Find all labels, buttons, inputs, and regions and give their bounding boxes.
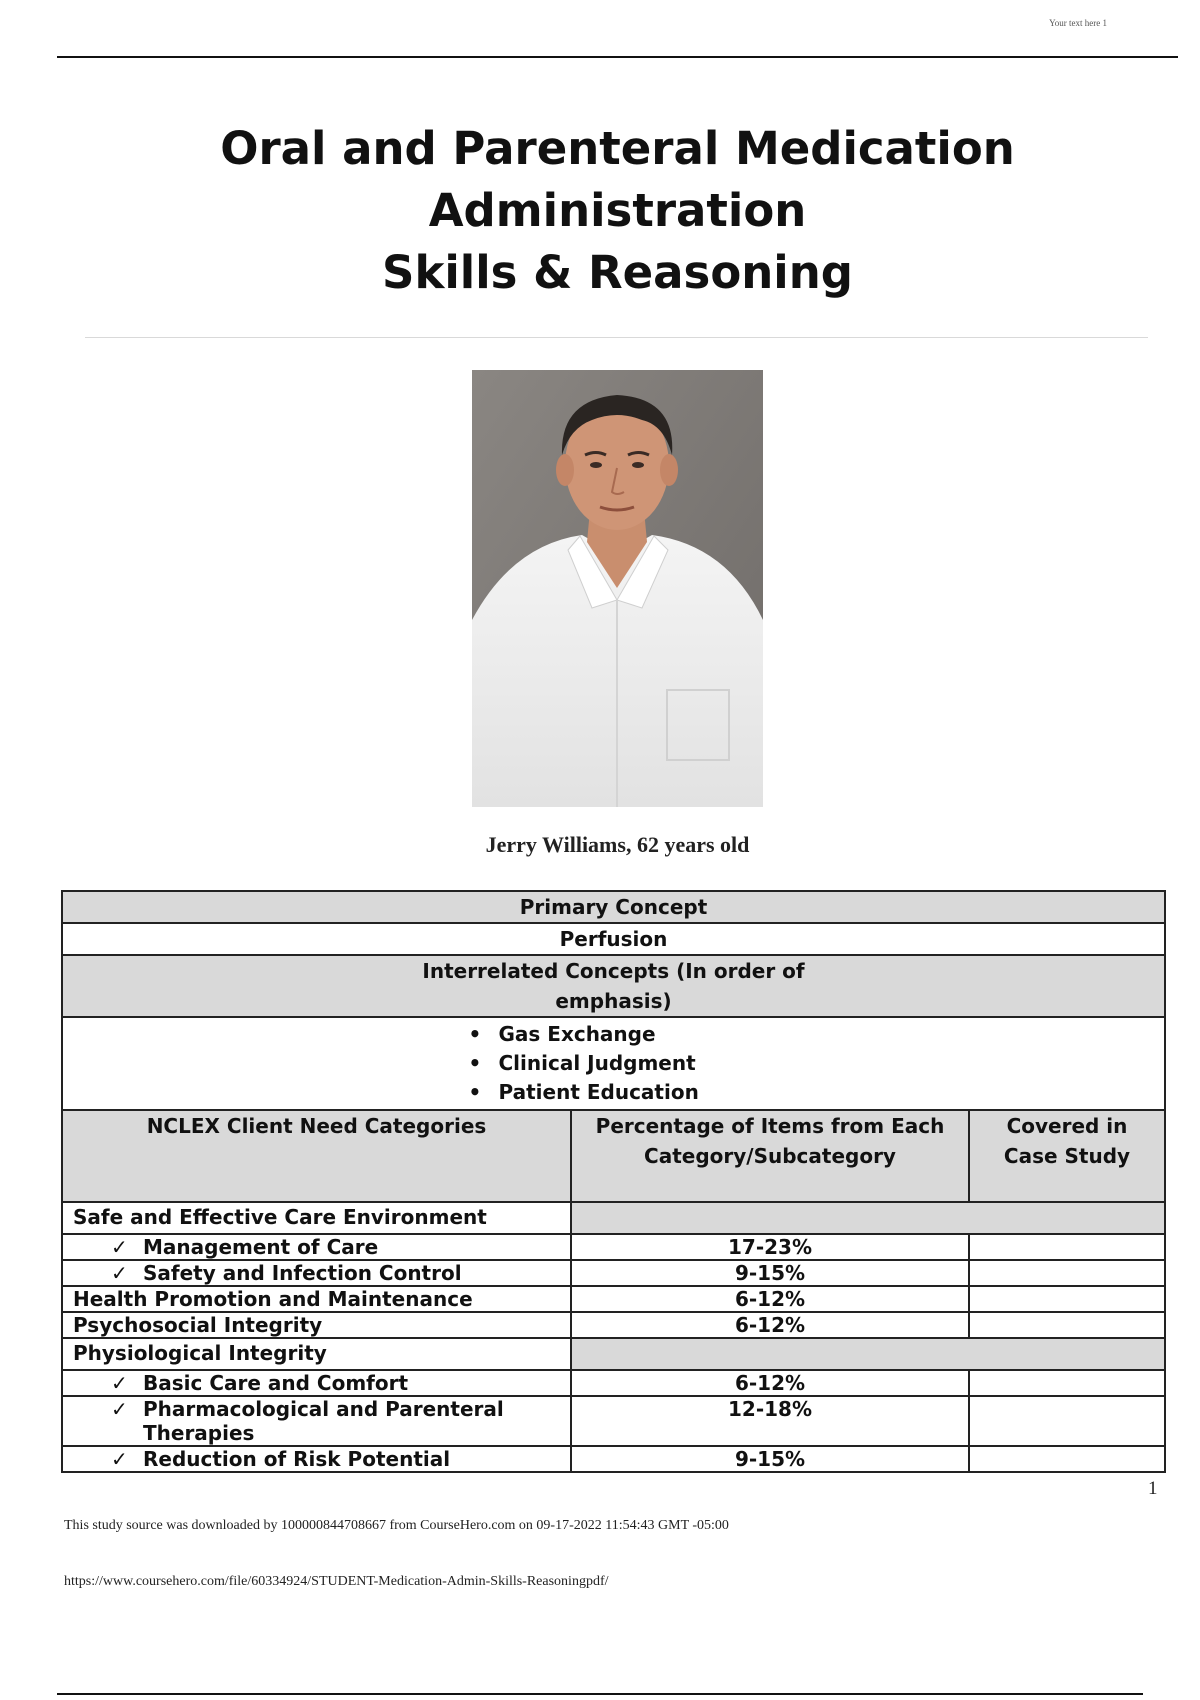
source-url[interactable]: https://www.coursehero.com/file/60334924/STUDENT-Medication-Admin-Skills-Reasoningpdf/	[64, 1574, 609, 1589]
table-row	[62, 1234, 1165, 1260]
nclex-col-covered-header: Covered in Case Study	[969, 1110, 1165, 1202]
patient-caption: Jerry Williams, 62 years old	[485, 832, 750, 857]
table-row	[62, 1338, 1165, 1370]
table-row	[62, 1396, 1165, 1446]
interrelated-label-bold: Interrelated Concepts	[422, 959, 670, 983]
header-note: Your text here 1	[1049, 18, 1107, 28]
subcategory-label: Reduction of Risk Potential	[143, 1447, 451, 1471]
category-percentage-empty	[571, 1338, 1165, 1370]
percentage-value: 6-12%	[571, 1312, 969, 1338]
subcategory-label: Basic Care and Comfort	[143, 1371, 409, 1395]
checkmark-icon: ✓	[111, 1397, 128, 1421]
subcategory-label: Management of Care	[143, 1235, 379, 1259]
checkmark-icon: ✓	[111, 1235, 128, 1259]
interrelated-concepts-list-cell	[62, 1017, 1165, 1110]
title-line-3: Skills & Reasoning	[382, 246, 853, 299]
category-label: Health Promotion and Maintenance	[62, 1286, 571, 1312]
subcategory-cell	[62, 1396, 571, 1446]
nclex-col-percentage-header: Percentage of Items from Each Category/Subcategory	[571, 1110, 969, 1202]
patient-photo-illustration	[472, 370, 763, 807]
percentage-value: 6-12%	[571, 1370, 969, 1396]
document-title	[0, 118, 1200, 304]
table-row	[62, 1202, 1165, 1234]
list-item: • Clinical Judgment	[469, 1049, 759, 1078]
covered-cell	[969, 1234, 1165, 1260]
checkmark-icon: ✓	[111, 1371, 128, 1395]
interrelated-concepts-list-row	[62, 1017, 1165, 1110]
percentage-value: 6-12%	[571, 1286, 969, 1312]
covered-cell	[969, 1286, 1165, 1312]
interrelated-label-rest: (In order of emphasis)	[555, 959, 805, 1013]
primary-concept-value-row	[62, 923, 1165, 955]
concepts-table	[61, 890, 1166, 1473]
covered-cell	[969, 1312, 1165, 1338]
percentage-value: 17-23%	[571, 1234, 969, 1260]
subcategory-cell	[62, 1234, 571, 1260]
top-rule	[57, 56, 1178, 58]
list-item: • Patient Education	[469, 1078, 759, 1107]
covered-cell	[969, 1396, 1165, 1446]
covered-cell	[969, 1370, 1165, 1396]
category-label: Safe and Effective Care Environment	[62, 1202, 571, 1234]
nclex-col-categories-header: NCLEX Client Need Categories	[62, 1110, 571, 1202]
table-row	[62, 1312, 1165, 1338]
primary-concept-value: Perfusion	[62, 923, 1165, 955]
subcategory-label: Pharmacological and Parenteral Therapies	[143, 1397, 504, 1445]
interrelated-concepts-label-cell	[62, 955, 1165, 1017]
list-item: • Gas Exchange	[469, 1020, 759, 1049]
covered-cell	[969, 1260, 1165, 1286]
title-line-1: Oral and Parenteral Medication	[220, 122, 1015, 175]
subcategory-cell	[62, 1446, 571, 1472]
table-row	[62, 1446, 1165, 1472]
table-row	[62, 1286, 1165, 1312]
primary-concept-label: Primary Concept	[62, 891, 1165, 923]
checkmark-icon: ✓	[111, 1261, 128, 1285]
interrelated-concepts-header-row	[62, 955, 1165, 1017]
category-label: Psychosocial Integrity	[62, 1312, 571, 1338]
percentage-value: 9-15%	[571, 1446, 969, 1472]
interrelated-concepts-list	[469, 1020, 759, 1107]
bottom-rule	[57, 1693, 1143, 1695]
interrelated-concepts-label	[384, 956, 844, 1016]
patient-photo	[472, 370, 763, 807]
table-row	[62, 1370, 1165, 1396]
title-line-2: Administration	[428, 184, 807, 237]
percentage-value: 9-15%	[571, 1260, 969, 1286]
subcategory-label: Safety and Infection Control	[143, 1261, 462, 1285]
subcategory-cell	[62, 1260, 571, 1286]
category-label: Physiological Integrity	[62, 1338, 571, 1370]
title-divider	[85, 337, 1148, 338]
table-row	[62, 1260, 1165, 1286]
page-number: 1	[1148, 1478, 1158, 1499]
primary-concept-header-row	[62, 891, 1165, 923]
checkmark-icon: ✓	[111, 1447, 128, 1471]
percentage-value: 12-18%	[571, 1396, 969, 1446]
nclex-header-row	[62, 1110, 1165, 1202]
download-note: This study source was downloaded by 100000844708667 from CourseHero.com on 09-17-2022 11:54:43 GMT -05:00	[64, 1518, 729, 1533]
subcategory-cell	[62, 1370, 571, 1396]
covered-cell	[969, 1446, 1165, 1472]
category-percentage-empty	[571, 1202, 1165, 1234]
